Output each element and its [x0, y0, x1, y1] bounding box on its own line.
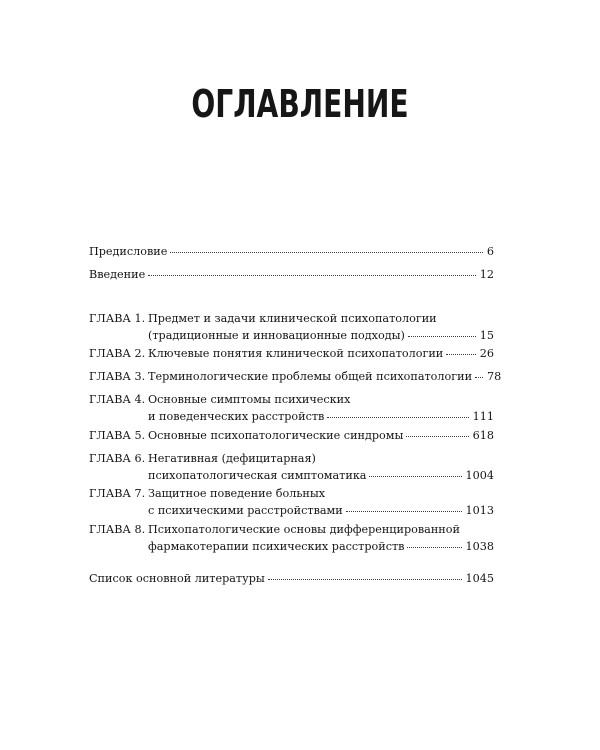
toc-entry-chapter-7: [89, 485, 494, 519]
dot-leader: [407, 547, 461, 548]
toc-entry-label: Основные симптомы психических: [148, 393, 351, 406]
toc-entry-bibliography: [89, 570, 494, 587]
toc-page-number: 1038: [465, 540, 494, 553]
dot-leader: [408, 336, 476, 337]
toc-entry-chapter-8: [89, 521, 494, 555]
toc-entry-label-continued: фармакотерапии психических расстройств: [148, 540, 405, 553]
toc-entry-label: Предмет и задачи клинической психопатологии: [148, 312, 437, 325]
dot-leader: [346, 511, 462, 512]
dot-leader: [475, 377, 483, 378]
toc-entry-label: Список основной литературы: [89, 572, 265, 585]
chapter-number: ГЛАВА 8.: [89, 523, 146, 536]
toc-page-number: 12: [479, 268, 494, 281]
toc-page-number: 1004: [465, 469, 494, 482]
chapter-number: ГЛАВА 3.: [89, 370, 146, 383]
toc-entry-label: Терминологические проблемы общей психопатологии: [148, 370, 473, 383]
toc-entry-label: Негативная (дефицитарная): [148, 452, 316, 465]
chapter-number: ГЛАВА 7.: [89, 487, 146, 500]
page-title: ОГЛАВЛЕНИЕ: [191, 82, 409, 126]
toc-entry-label-continued: и поведенческих расстройств: [148, 410, 325, 423]
dot-leader: [406, 436, 468, 437]
chapter-number: ГЛАВА 4.: [89, 393, 146, 406]
dot-leader: [148, 275, 476, 276]
toc-entry-chapter-5: [89, 427, 494, 444]
toc-page-number: 15: [479, 329, 494, 342]
toc-entry-label: Введение: [89, 268, 146, 281]
toc-entry-chapter-4: [89, 391, 494, 425]
toc-entry-chapter-3: [89, 368, 502, 385]
toc-entry-label: Психопатологические основы дифференцированной: [148, 523, 460, 536]
toc-entry-label-continued: психопатологическая симптоматика: [148, 469, 367, 482]
toc-entry-label-continued: (традиционные и инновационные подходы): [148, 329, 405, 342]
toc-entry-chapter-6: [89, 450, 494, 484]
toc-entry-chapter-2: [89, 345, 494, 362]
toc-entry-label: Основные психопатологические синдромы: [148, 429, 404, 442]
dot-leader: [268, 579, 462, 580]
toc-page-number: 111: [472, 410, 494, 423]
toc-page-number: 26: [479, 347, 494, 360]
chapter-number: ГЛАВА 6.: [89, 452, 146, 465]
toc-entry-introduction: [89, 266, 494, 283]
toc-page-number: 1045: [465, 572, 494, 585]
toc-entry-chapter-1: [89, 310, 494, 344]
chapter-number: ГЛАВА 1.: [89, 312, 146, 325]
toc-entry-label: Предисловие: [89, 245, 168, 258]
toc-entry-label-continued: с психическими расстройствами: [148, 504, 343, 517]
dot-leader: [170, 252, 483, 253]
toc-page-number: 618: [472, 429, 494, 442]
dot-leader: [369, 476, 461, 477]
toc-entry-preface: [89, 243, 494, 260]
chapter-number: ГЛАВА 2.: [89, 347, 146, 360]
chapter-number: ГЛАВА 5.: [89, 429, 146, 442]
toc-page-number: 6: [486, 245, 494, 258]
dot-leader: [446, 354, 475, 355]
toc-entry-label: Ключевые понятия клинической психопатологии: [148, 347, 444, 360]
toc-entry-label: Защитное поведение больных: [148, 487, 326, 500]
dot-leader: [327, 417, 468, 418]
toc-page-number: 78: [487, 370, 502, 383]
toc-page-number: 1013: [465, 504, 494, 517]
